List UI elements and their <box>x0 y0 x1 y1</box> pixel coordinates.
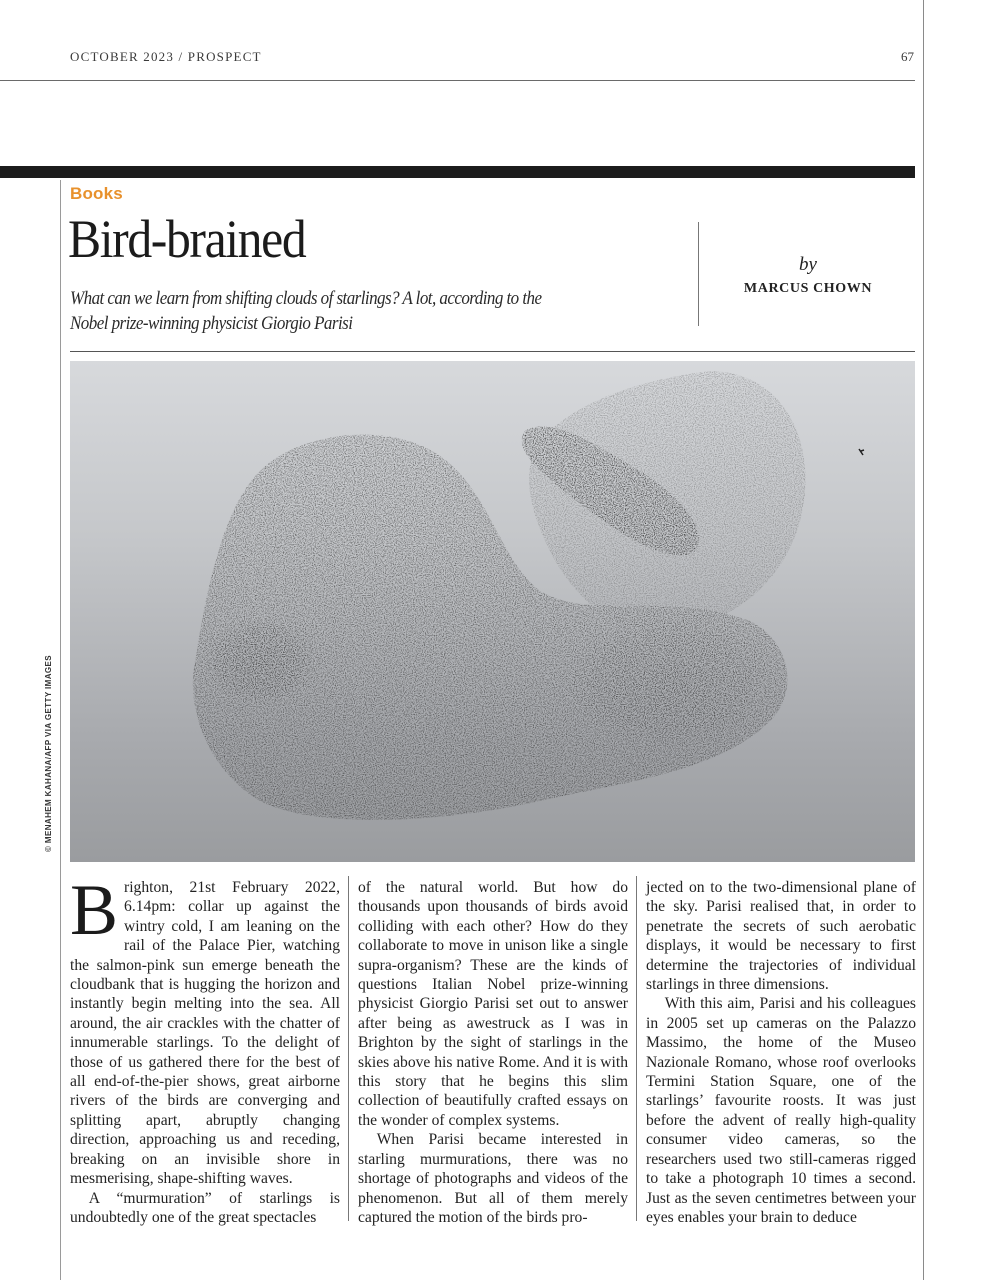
flock-illustration <box>70 361 915 862</box>
section-label: Books <box>70 184 123 203</box>
right-margin-rule <box>923 0 924 1280</box>
body-column-1 <box>70 870 340 1227</box>
column-rule <box>348 876 349 1221</box>
standfirst: What can we learn from shifting clouds of starlings? A lot, according to the Nobel prize-winning physicist Giorgio Parisi <box>70 289 542 334</box>
drop-cap: B <box>70 870 119 950</box>
paragraph: jected on to the two-dimensional plane of the sky. Parisi realised that, in order to penetrate the secrets of such aerobatic displays, it would be necessary to first determine the trajectories of individual starlings in three dimensions. <box>646 879 916 994</box>
column-rule <box>636 876 637 1221</box>
body-column-3 <box>646 878 916 1227</box>
running-head: OCTOBER 2023 / PROSPECT <box>70 49 262 64</box>
headline: Bird-brained <box>68 209 306 269</box>
paragraph: With this aim, Parisi and his colleagues in 2005 set up cameras on the Palazzo Massimo, the home of the Museo Nazionale Romano, whose roof overlooks Termini Station Square, one of the starlings’ favourite roosts. It was just before the advent of really high-quality consumer video cameras, so the researchers used two still-cameras rigged to take a photograph 10 times a second. Just as the seven centimetres between your eyes enables your brain to deduce <box>646 995 916 1226</box>
left-margin-rule <box>60 180 61 1280</box>
header-rule <box>0 80 915 81</box>
paragraph: righton, 21st February 2022, 6.14pm: collar up against the wintry cold, I am leaning on the rail of the Palace Pier, watching the salmon-pink sun emerge beneath the cloudbank that is hugging the horizon and instantly begin melting into the sea. All around, the air crackles with the chatter of innumerable starlings. To the delight of those of us gathered there for the best of all end-of-the-pier shows, great airborne rivers of the birds are converging and splitting apart, abruptly changing direction, approaching us and receding, breaking on an invisible shore in mesmerising, shape-shifting waves. <box>70 879 340 1188</box>
title-rule <box>70 351 915 352</box>
paragraph: A “murmuration” of starlings is undoubtedly one of the great spectacles <box>70 1189 340 1226</box>
paragraph: of the natural world. But how do thousands upon thousands of birds avoid colliding with each other? How do they collaborate to move in unison like a single supra-organism? These are the kinds of questions Italian Nobel prize-winning physicist Giorgio Parisi set out to answer after being as awestruck as I was in Brighton by the sight of starlings in the skies above his native Rome. And it is with this story that he begins this slim collection of beautifully crafted essays on the wonder of complex systems. <box>358 879 628 1129</box>
section-band <box>0 166 915 178</box>
photo-credit: © MENAHEM KAHANA/AFP VIA GETTY IMAGES <box>44 654 53 852</box>
author-name: MARCUS CHOWN <box>743 281 873 296</box>
body-column-2 <box>358 878 628 1227</box>
page-number: 67 <box>901 49 914 64</box>
starling-murmuration-photo <box>70 361 915 862</box>
paragraph: When Parisi became interested in starling murmurations, there was no shortage of photographs and videos of the phenomenon. But all of them merely captured the motion of the birds pro- <box>358 1131 628 1226</box>
byline-prefix: by <box>799 254 817 275</box>
